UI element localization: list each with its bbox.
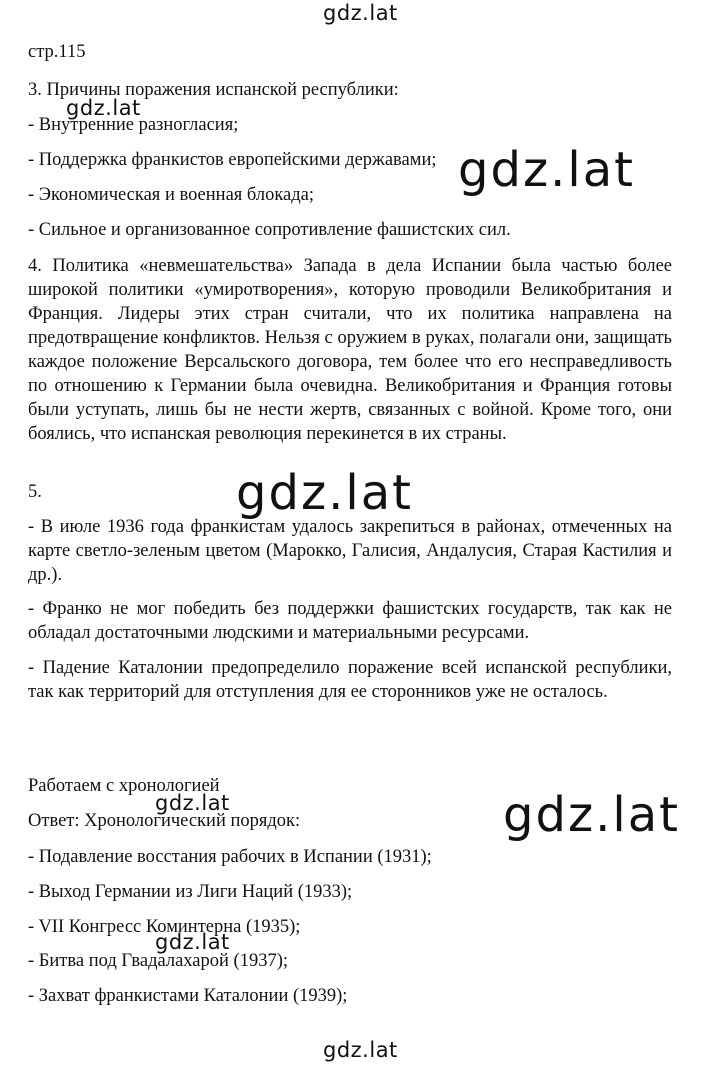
list-item: - Битва под Гвадалахарой (1937);	[28, 951, 289, 971]
list-item: - Поддержка франкистов европейскими державами;	[28, 150, 437, 170]
list-item: - Экономическая и военная блокада;	[28, 185, 315, 205]
watermark-small: gdz.lat	[155, 930, 230, 954]
list-item: - VII Конгресс Коминтерна (1935);	[28, 917, 301, 937]
watermark-large: gdz.lat	[236, 465, 413, 521]
list-item: - Подавление восстания рабочих в Испании (1931);	[28, 847, 432, 867]
section-4-paragraph: 4. Политика «невмешательства» Запада в дела Испании была частью более широкой политики «умиротворения», которую проводили Великобритания и Франция. Лидеры этих стран считали, что их политика направлена на предотвращение конфликтов. Нельзя с оружием в руках, полагали они, защищать каждое положение Версальского договора, тем более что его несправедливость по отношению к Германии была очевидна. Великобритания и Франция готовы были уступать, лишь бы не нести жертв, связанных с войной. Кроме того, они боялись, что испанская революция перекинется в их страны.	[28, 256, 672, 444]
list-item: - Выход Германии из Лиги Наций (1933);	[28, 882, 353, 902]
list-item: - Франко не мог победить без поддержки фашистских государств, так как не обладал достаточными людскими и материальными ресурсами.	[28, 599, 672, 643]
list-item: - Падение Каталонии предопределило поражение всей испанской республики, так как территорий для отступления для ее сторонников уже не осталось.	[28, 658, 672, 702]
watermark-large: gdz.lat	[503, 787, 680, 843]
list-item: - Сильное и организованное сопротивление фашистских сил.	[28, 220, 511, 240]
watermark-bottom: gdz.lat	[323, 1038, 398, 1062]
watermark-top: gdz.lat	[323, 1, 398, 25]
list-item: - В июле 1936 года франкистам удалось закрепиться в районах, отмеченных на карте светло-зеленым цветом (Марокко, Галисия, Андалусия, Старая Кастилия и др.).	[28, 517, 672, 585]
list-item: - Внутренние разногласия;	[28, 115, 239, 135]
watermark-small: gdz.lat	[155, 791, 230, 815]
page-reference: стр.115	[28, 42, 86, 62]
list-item: - Захват франкистами Каталонии (1939);	[28, 986, 348, 1006]
watermark-small: gdz.lat	[66, 96, 141, 120]
section-3-heading: 3. Причины поражения испанской республики:	[28, 80, 399, 100]
chronology-answer: Ответ: Хронологический порядок:	[28, 811, 301, 831]
chronology-heading: Работаем с хронологией	[28, 776, 220, 796]
watermark-large: gdz.lat	[458, 142, 635, 198]
section-5-number: 5.	[28, 482, 42, 502]
